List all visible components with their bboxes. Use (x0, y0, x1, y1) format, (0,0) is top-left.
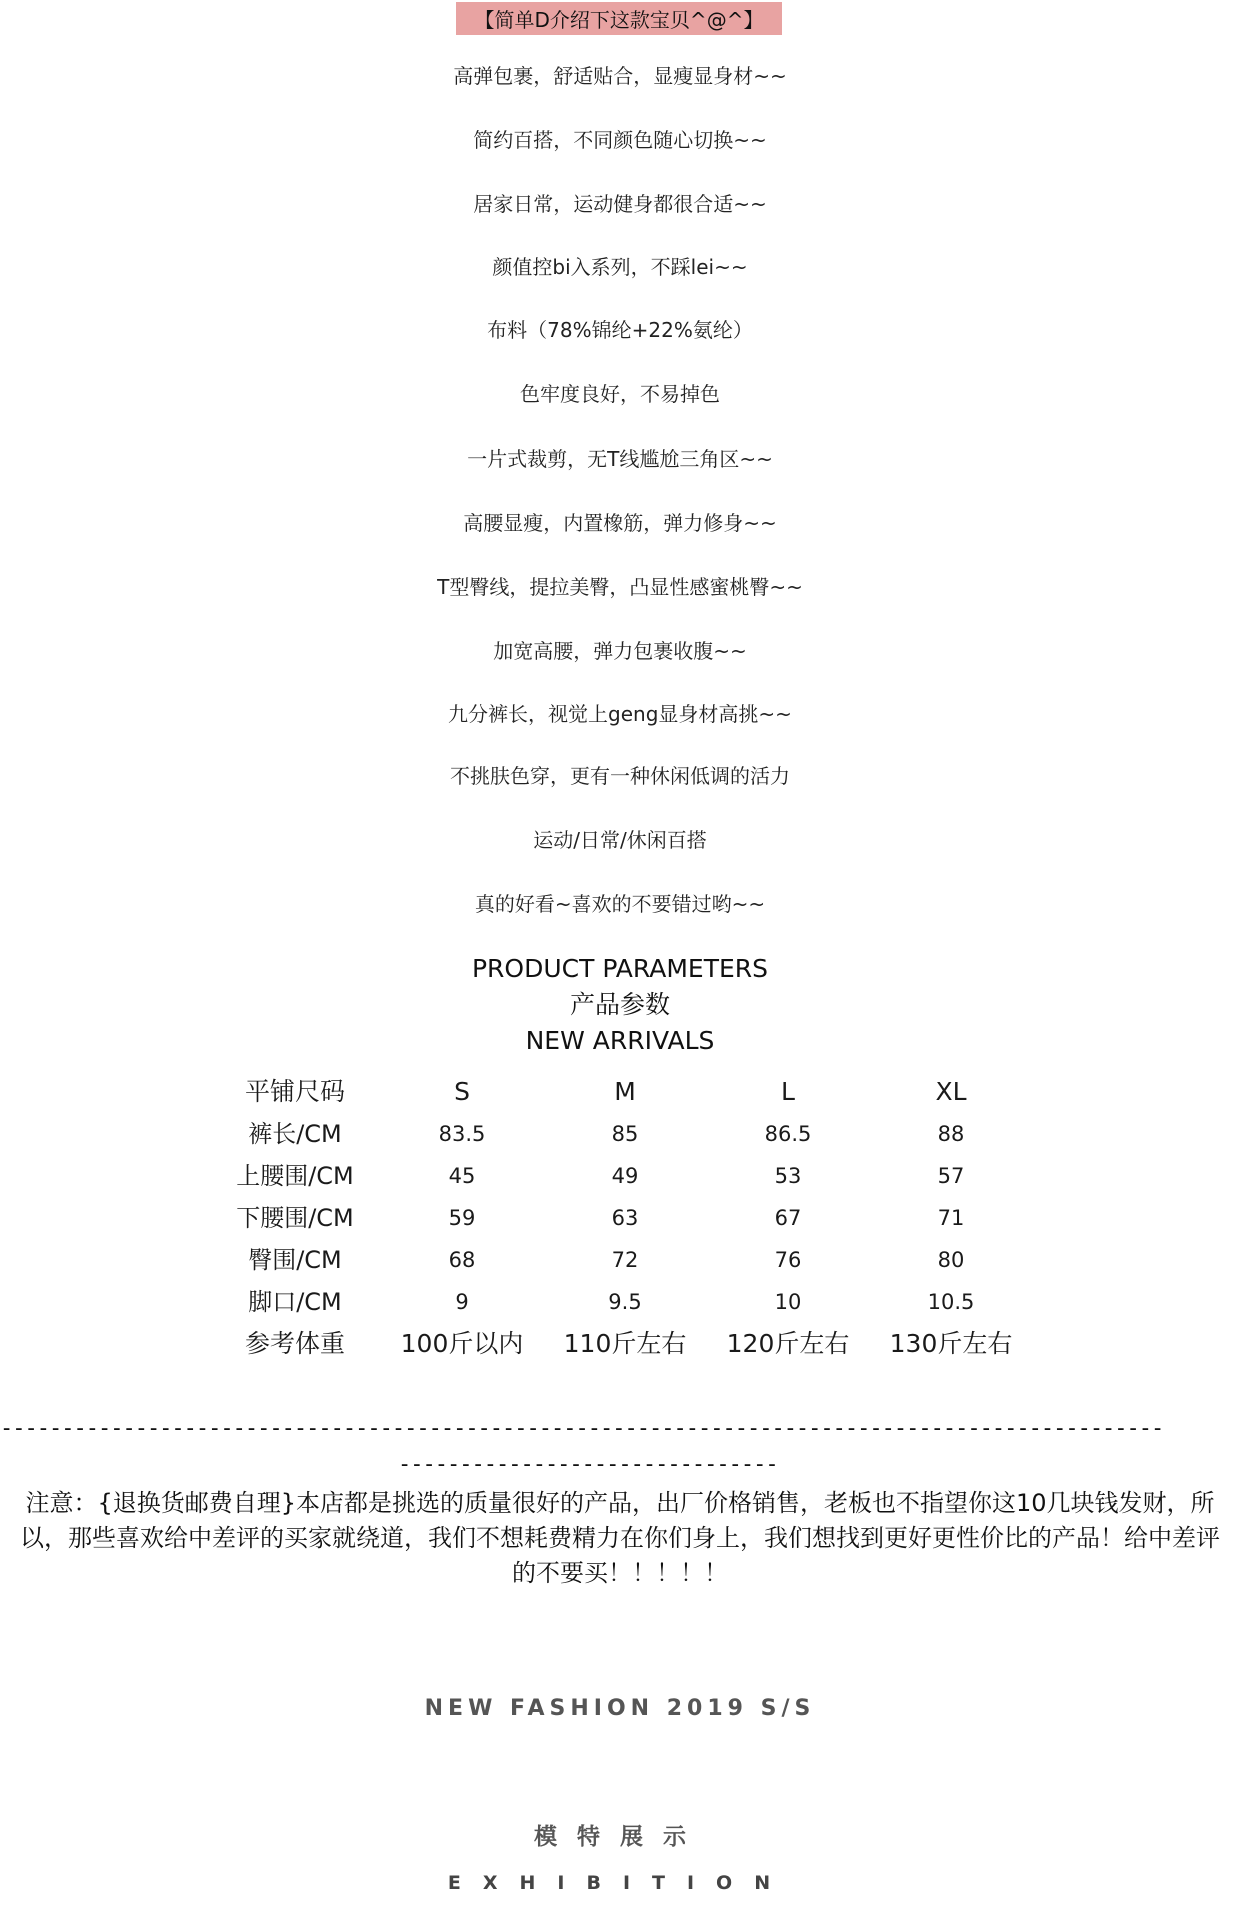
size-header: L (781, 1077, 795, 1106)
row-value: 88 (937, 1122, 965, 1146)
size-header: S (454, 1077, 470, 1106)
row-value: 9 (455, 1290, 469, 1314)
row-value: 80 (937, 1248, 965, 1272)
notice-text: 注意：{退换货邮费自理}本店都是挑选的质量很好的产品，出厂价格销售，老板也不指望你这10几块钱发财，所以，那些喜欢给中差评的买家就绕道，我们不想耗费精力在你们身上，我们想找到更好更性价比的产品！给中差评的不要买！！！！！ (20, 1489, 1220, 1587)
row-label: 下腰围/CM (236, 1204, 354, 1232)
feature-line: 简约百搭，不同颜色随心切换~~ (473, 128, 767, 152)
row-value: 10 (774, 1290, 802, 1314)
row-value: 59 (448, 1206, 476, 1230)
header-label: 平铺尺码 (244, 1077, 345, 1106)
row-value: 67 (774, 1206, 802, 1230)
feature-line: 布料（78%锦纶+22%氨纶） (487, 318, 753, 342)
row-value: 76 (774, 1248, 802, 1272)
feature-line: 加宽高腰，弹力包裹收腹~~ (493, 639, 747, 663)
row-label: 参考体重 (244, 1329, 345, 1358)
dashed-divider: ----------------------------------------------------------------------------------------------- (0, 1416, 1164, 1441)
row-value: 130斤左右 (889, 1329, 1013, 1358)
feature-line: 色牢度良好，不易掉色 (520, 382, 720, 406)
row-value: 45 (448, 1164, 476, 1188)
table-row (0, 1240, 1240, 1280)
feature-line: 九分裤长，视觉上geng显身材高挑~~ (448, 702, 792, 726)
params-subtitle: NEW ARRIVALS (525, 1026, 715, 1055)
row-label: 脚口/CM (248, 1288, 342, 1316)
size-header: M (614, 1077, 636, 1106)
row-value: 100斤以内 (400, 1329, 524, 1358)
params-title-cn: 产品参数 (569, 990, 670, 1019)
feature-line: 高腰显瘦，内置橡筋，弹力修身~~ (463, 511, 777, 535)
size-table-header (0, 1072, 1240, 1112)
exhibition-title-en: EXHIBITION (447, 1872, 793, 1894)
dashed-divider: ------------------------------- (398, 1452, 778, 1477)
row-label: 上腰围/CM (236, 1162, 354, 1190)
intro-banner (456, 2, 782, 35)
feature-line: 真的好看~喜欢的不要错过哟~~ (474, 892, 766, 916)
fashion-caption: NEW FASHION 2019 S/S (424, 1696, 816, 1721)
row-value: 110斤左右 (563, 1329, 687, 1358)
row-value: 57 (937, 1164, 965, 1188)
row-value: 9.5 (608, 1290, 642, 1314)
feature-line: 颜值控bi入系列，不踩lei~~ (492, 255, 748, 279)
table-row (0, 1198, 1240, 1238)
row-value: 49 (611, 1164, 639, 1188)
size-header: XL (935, 1077, 967, 1106)
row-value: 72 (611, 1248, 639, 1272)
row-value: 83.5 (438, 1122, 486, 1146)
table-row (0, 1114, 1240, 1154)
feature-line: T型臀线，提拉美臀，凸显性感蜜桃臀~~ (437, 575, 803, 599)
row-value: 53 (774, 1164, 802, 1188)
intro-banner-text: 【简单D介绍下这款宝贝^@^】 (474, 8, 764, 32)
row-value: 71 (937, 1206, 965, 1230)
table-row (0, 1156, 1240, 1196)
table-row (0, 1282, 1240, 1322)
feature-line: 居家日常，运动健身都很合适~~ (473, 192, 767, 216)
params-title-en: PRODUCT PARAMETERS (471, 954, 769, 983)
row-value: 63 (611, 1206, 639, 1230)
feature-line: 不挑肤色穿，更有一种休闲低调的活力 (450, 764, 790, 788)
exhibition-title-cn: 模特展示 (534, 1824, 706, 1850)
feature-line: 一片式裁剪，无T线尴尬三角区~~ (467, 447, 773, 471)
row-value: 86.5 (764, 1122, 812, 1146)
feature-line: 运动/日常/休闲百搭 (533, 828, 707, 852)
row-value: 120斤左右 (726, 1329, 850, 1358)
table-row (0, 1324, 1240, 1364)
row-label: 裤长/CM (248, 1120, 342, 1148)
row-label: 臀围/CM (248, 1246, 342, 1274)
row-value: 85 (611, 1122, 639, 1146)
feature-line: 高弹包裹，舒适贴合，显瘦显身材~~ (453, 64, 787, 88)
row-value: 10.5 (927, 1290, 975, 1314)
row-value: 68 (448, 1248, 476, 1272)
